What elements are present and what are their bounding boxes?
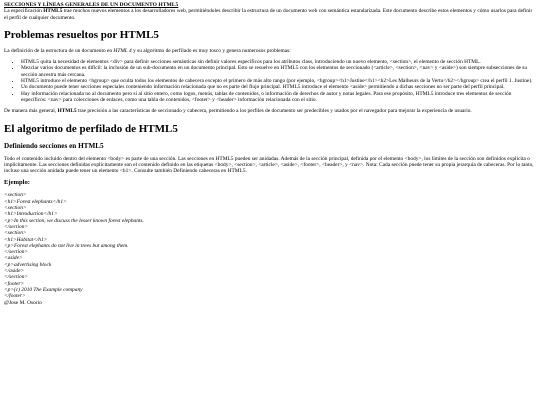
code-line: </section> [4,274,29,281]
section2-paragraph: Todo el contenido incluido dentro del elemento <body> es parte de una sección. Las secciones en HTML5 pueden ser anidadas. Además de la sección principal, definida por el elemento <body>, los límites de la sección son definidos explícita o implícitamente. Las secciones definidas explícitamente son el contenido definido en las etiquetas <body>, <section>, <article>, <aside>, <footer>, <header>, y <nav>. Nota: Cada sección puede tener su propia jerarquía de cabeceras. Por lo tanto, incluso una sección anidada puede tener un elemento <h1>. Consulte también Definiendo cabeceras en HTML5. [4,155,534,175]
code-line: <section> [4,205,27,212]
intro-bold: HTML5 [43,8,63,15]
code-line: </section> [4,249,29,256]
section1-paragraph [4,48,536,54]
intro-paragraph [4,8,536,21]
problems-list [4,59,536,103]
code-line: </aside> [4,268,25,275]
list-item: • Un documento puede tener secciones especiales conteniendo información relacionada que no es parte del flujo principal. HTML5 introduce el elemento <aside> permitiendo a dichas secciones no ser parte del perfil principal. [21,84,536,90]
code-line: <p>(c) 2010 The Example company [4,286,83,293]
code-line: <h1>Forest elephants</h1> [4,198,67,205]
author-signature: @Jose M. Osorio [4,299,42,306]
section2-heading: El algoritmo de perfilado de HTML5 [4,122,178,135]
list-item: • HTML5 introduce el elemento <hgroup> que oculta todos los elementos de cabecera excepto el primero de más alto rango (por ejemplo, <hgroup><h1>Justine</h1><h2>Les Malheurs de la Vertu</h2></hgroup> crea el perfil 1. Justine). [21,78,536,84]
list-item: • Mezclar varios documentos es difícil: la inclusión de un sub-documento en un documento principal. Esto se resuelve en HTML5 con los elementos de seccionado (<article>, <section>, <nav> y <aside>) son siempre subsecciones de su sección ancestra más cercana. [21,65,536,78]
list-item: • HTML5 quita la necesidad de elementos <div> para definir secciones semánticas sin definir valores específicos para los atributos class, introduciendo un nuevo elemento, <section>, el elemento de sección HTML. [21,59,536,65]
intro-text-end: trae muchos nuevos elementos a los desarrolladores web, permitiéndoles describir la estructura de un documento web con semántica estandarizada. Este documento describe estos elementos y cómo usarlos para definir el perfil de cualquier documento. [4,8,533,21]
code-example [4,192,536,299]
section1-text-start: La definición de la estructura de un documento en [4,47,114,54]
code-line: <section> [4,192,27,199]
code-line: <h1>Introduction</h1> [4,211,58,218]
intro-text-start: La especificación [4,8,44,15]
code-line: <footer> [4,280,25,287]
closing-paragraph [4,108,536,114]
section2-subheading: Definiendo secciones en HTML5 [4,141,104,150]
code-line: </footer> [4,293,26,300]
code-line: <p>advertising block [4,261,52,268]
code-line: <aside> [4,255,23,262]
code-line: <p>Forest elephants do not live in trees but among them. [4,242,129,249]
closing-text-start: De manera más general, [4,108,58,115]
closing-text-end: trae precisión a las características de seccionado y cabecera, permitiendo a los perfiles de documento ser predecibles y usados por el navegador para mejorar la experiencia de usuario. [76,108,472,115]
code-line: </section> [4,223,29,230]
example-heading: Ejemplo: [4,179,31,187]
closing-bold: HTML5 [57,108,77,115]
section1-italic: HTML 4 [113,47,132,54]
list-item: • Hay información relacionada no al documento pero sí al sitio entero, como logos, menús, tablas de contenidos, o información de derechos de autor y notas legales. Para ese propósito, HTML5 introduce tres elementos de sección específicos: <nav> para colecciones de enlaces, como una tabla de contenidos, <footer> y <header> información relacionada con el sitio. [21,91,536,104]
section1-text-end: y su algoritmo de perfilado es muy tosco y genera numerosos problemas: [131,47,291,54]
code-line: <section> [4,230,27,237]
code-line: <p>In this section, we discuss the lesser known forest elephants. [4,217,144,224]
document-title: SECCIONES Y LÍNEAS GENERALES DE UN DOCUMENTO HTML5 [4,2,179,8]
section1-heading: Problemas resueltos por HTML5 [4,28,159,41]
code-line: <h1>Habitat</h1> [4,236,48,243]
